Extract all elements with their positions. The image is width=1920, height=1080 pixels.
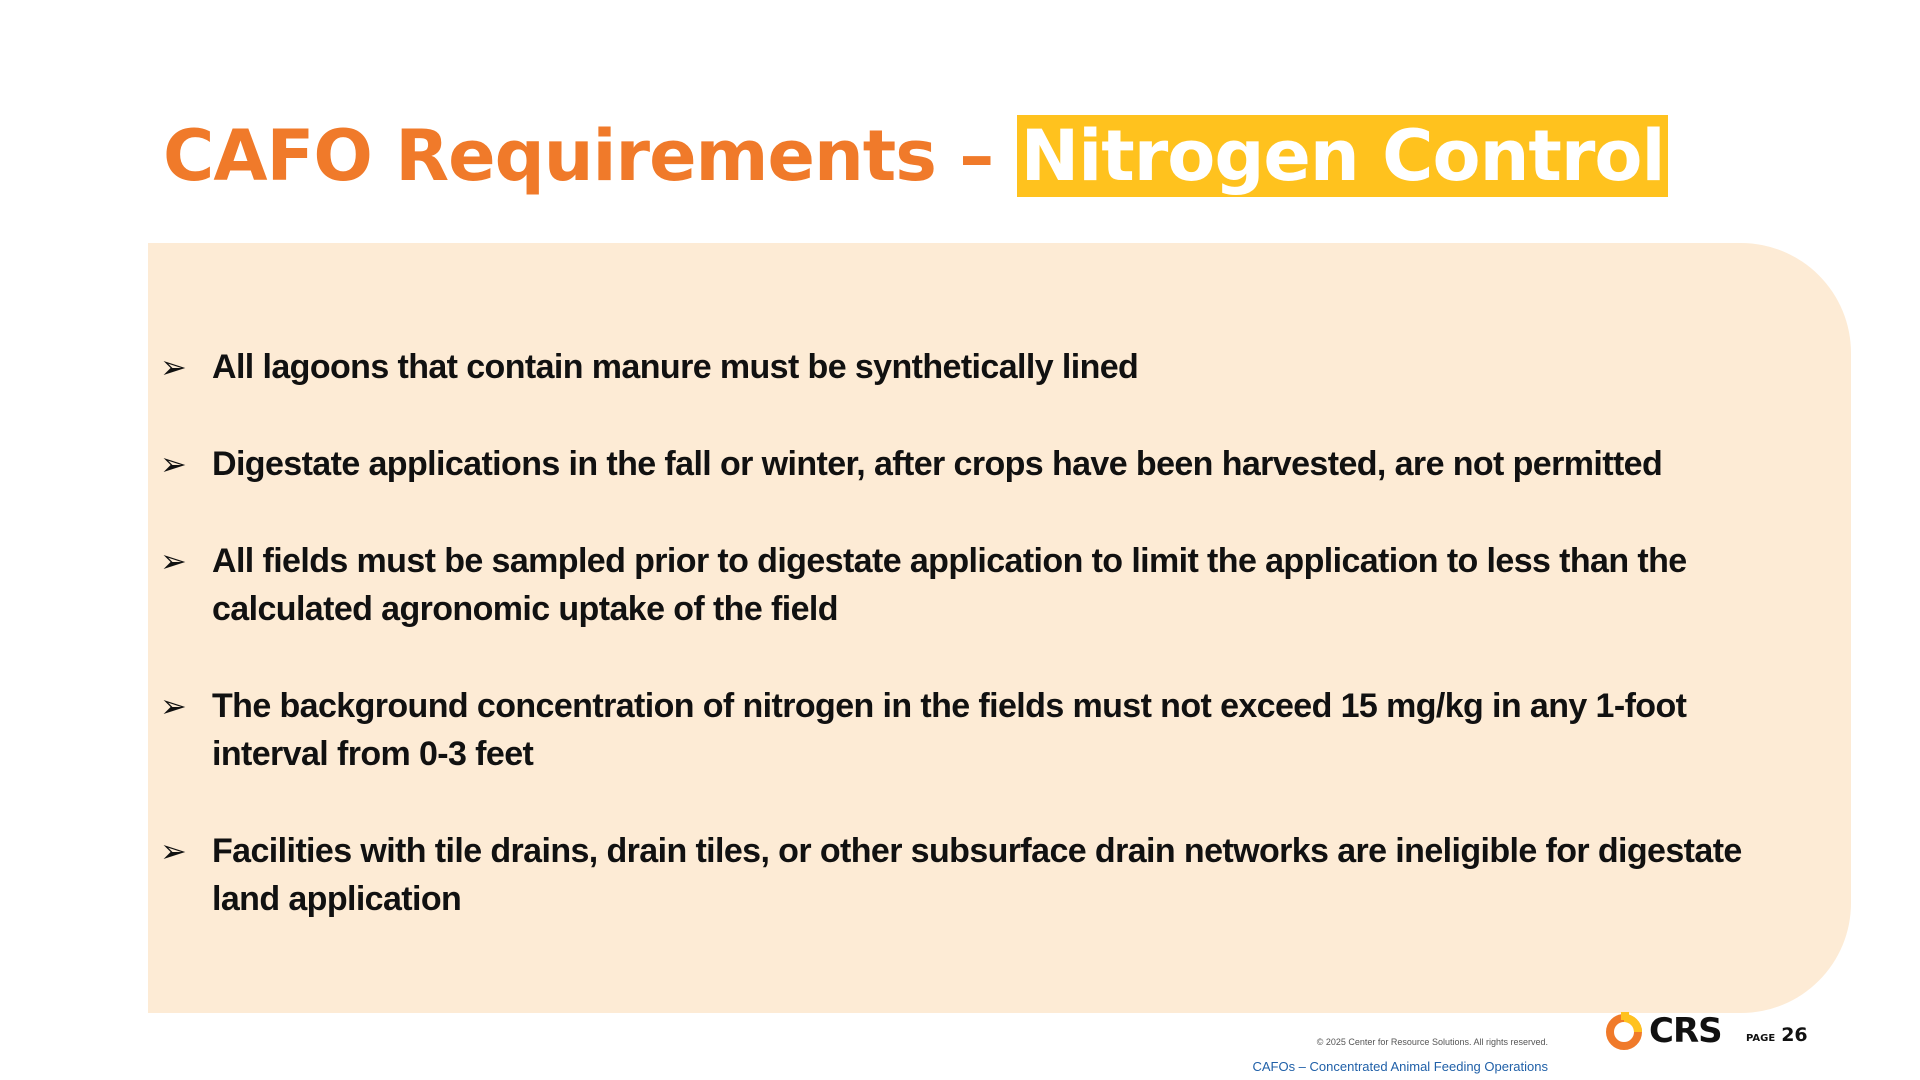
bullet-text: Facilities with tile drains, drain tiles, or other subsurface drain networks are ineligible for digestate land application xyxy=(212,832,1742,918)
content-panel xyxy=(148,243,1851,1013)
page-number xyxy=(1746,1024,1808,1046)
footer-subtitle: CAFOs – Concentrated Animal Feeding Operations xyxy=(1252,1059,1548,1074)
crs-logo-mark-icon xyxy=(1605,1012,1643,1050)
bullet-item xyxy=(160,827,1800,923)
title-prefix: CAFO Requirements – xyxy=(163,115,1017,197)
slide-title xyxy=(163,108,1668,204)
page-label: PAGE xyxy=(1746,1033,1776,1044)
title-highlight: Nitrogen Control xyxy=(1017,115,1669,197)
logo-text: CRS xyxy=(1649,1011,1722,1051)
arrowhead-bullet-icon: ➢ xyxy=(160,832,187,870)
arrowhead-bullet-icon: ➢ xyxy=(160,445,187,483)
arrowhead-bullet-icon: ➢ xyxy=(160,348,187,386)
page-number-value: 26 xyxy=(1781,1024,1808,1046)
bullet-list xyxy=(148,243,1851,1013)
bullet-text: All lagoons that contain manure must be synthetically lined xyxy=(212,348,1139,386)
arrowhead-bullet-icon: ➢ xyxy=(160,542,187,580)
bullet-item xyxy=(160,440,1800,488)
bullet-text: The background concentration of nitrogen in the fields must not exceed 15 mg/kg in any 1-foot interval from 0-3 feet xyxy=(212,687,1687,773)
crs-logo xyxy=(1605,1011,1722,1051)
bullet-text: All fields must be sampled prior to digestate application to limit the application to less than the calculated agronomic uptake of the field xyxy=(212,542,1687,628)
bullet-item xyxy=(160,682,1800,778)
bullet-text: Digestate applications in the fall or winter, after crops have been harvested, are not permitted xyxy=(212,445,1663,483)
copyright-notice: © 2025 Center for Resource Solutions. All rights reserved. xyxy=(1316,1037,1548,1047)
arrowhead-bullet-icon: ➢ xyxy=(160,687,187,725)
bullet-item xyxy=(160,343,1800,391)
bullet-item xyxy=(160,537,1800,633)
